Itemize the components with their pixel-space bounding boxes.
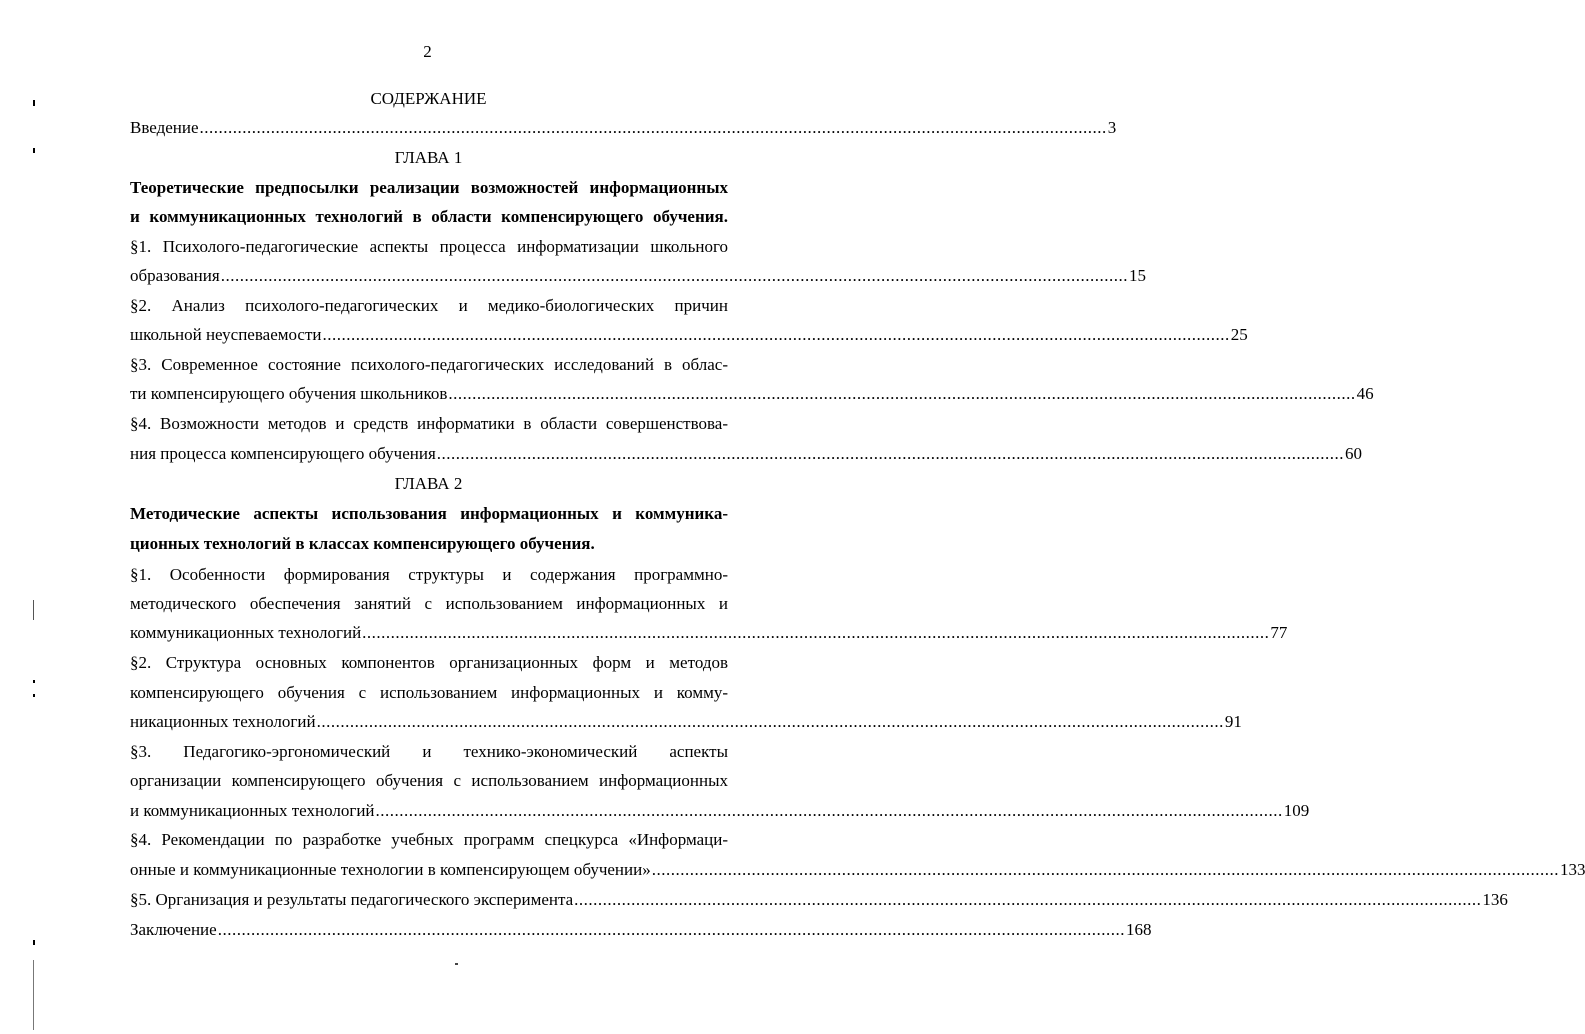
toc-leader-dots: ...............................................................................................................................................................................................: [448, 384, 1356, 403]
toc-entry-label: и коммуникационных технологий: [130, 801, 375, 820]
toc-entry-page: 133: [1559, 860, 1585, 879]
toc-entry-ch2-s1-line1[interactable]: §1. Особенности формирования структуры и содержания программно-: [130, 565, 728, 584]
page-number: 2: [423, 42, 432, 61]
chapter1-heading: ГЛАВА 1: [394, 148, 463, 167]
toc-entry-ch1-s4[interactable]: [130, 444, 1363, 464]
toc-entry-page: 91: [1224, 712, 1242, 731]
toc-entry-ch2-s3[interactable]: [130, 801, 1310, 821]
toc-entry-page: 25: [1230, 325, 1248, 344]
toc-leader-dots: ...............................................................................................................................................................................................: [322, 325, 1230, 344]
toc-entry-ch1-s1[interactable]: [130, 266, 1146, 286]
toc-leader-dots: ...............................................................................................................................................................................................: [217, 920, 1125, 939]
toc-entry-page: 46: [1356, 384, 1374, 403]
toc-entry-ch1-s3-line1[interactable]: §3. Современное состояние психолого-педагогических исследований в облас-: [130, 355, 728, 374]
chapter1-title-line2: и коммуникационных технологий в области компенсирующего обучения.: [130, 207, 728, 226]
toc-entry-ch2-s2-line1[interactable]: §2. Структура основных компонентов организационных форм и методов: [130, 653, 728, 672]
toc-entry-page: 77: [1270, 623, 1288, 642]
toc-entry-ch2-s5[interactable]: [130, 890, 1508, 910]
toc-entry-label: коммуникационных технологий: [130, 623, 362, 642]
toc-leader-dots: ...............................................................................................................................................................................................: [316, 712, 1224, 731]
toc-entry-page: 109: [1283, 801, 1310, 820]
toc-entry-ch2-s4[interactable]: [130, 860, 1585, 880]
toc-entry-conclusion[interactable]: [130, 920, 1152, 940]
toc-leader-dots: ...............................................................................................................................................................................................: [651, 860, 1559, 879]
toc-leader-dots: ...............................................................................................................................................................................................: [220, 266, 1128, 285]
toc-entry-ch2-s1-line2[interactable]: методического обеспечения занятий с использованием информационных и: [130, 594, 728, 613]
toc-entry-page: 15: [1128, 266, 1146, 285]
toc-entry-ch2-s2-line2[interactable]: компенсирующего обучения с использованием информационных и комму-: [130, 683, 728, 702]
scan-mark: [33, 100, 35, 106]
toc-entry-intro[interactable]: [130, 118, 1117, 138]
chapter2-title-line2: ционных технологий в классах компенсирующего обучения.: [130, 534, 595, 553]
scan-mark: [33, 680, 35, 683]
toc-entry-ch1-s1-line1[interactable]: §1. Психолого-педагогические аспекты процесса информатизации школьного: [130, 237, 728, 256]
toc-entry-label: ния процесса компенсирующего обучения: [130, 444, 436, 463]
scan-mark: [33, 600, 34, 620]
chapter2-title-line1: Методические аспекты использования информационных и коммуника-: [130, 504, 728, 523]
chapter2-heading: ГЛАВА 2: [394, 474, 463, 493]
scan-mark: [33, 960, 34, 1030]
toc-entry-ch2-s1[interactable]: [130, 623, 1288, 643]
toc-leader-dots: ...............................................................................................................................................................................................: [199, 118, 1107, 137]
toc-entry-ch1-s3[interactable]: [130, 384, 1374, 404]
toc-title: СОДЕРЖАНИЕ: [370, 89, 487, 108]
toc-leader-dots: ...............................................................................................................................................................................................: [375, 801, 1283, 820]
scan-mark: [33, 940, 35, 945]
toc-leader-dots: ...............................................................................................................................................................................................: [362, 623, 1270, 642]
toc-entry-label: онные и коммуникационные технологии в компенсирующем обучении»: [130, 860, 651, 879]
toc-entry-label: никационных технологий: [130, 712, 316, 731]
toc-entry-page: 60: [1345, 444, 1363, 463]
toc-leader-dots: ...............................................................................................................................................................................................: [574, 890, 1482, 909]
toc-entry-label: Заключение: [130, 920, 217, 939]
toc-entry-page: 136: [1482, 890, 1508, 909]
toc-entry-ch2-s3-line1[interactable]: §3. Педагогико-эргономический и технико-экономический аспекты: [130, 742, 728, 761]
toc-leader-dots: ...............................................................................................................................................................................................: [436, 444, 1345, 463]
toc-entry-ch1-s2[interactable]: [130, 325, 1248, 345]
toc-entry-label: образования: [130, 266, 220, 285]
toc-entry-label: школьной неуспеваемости: [130, 325, 322, 344]
toc-entry-ch1-s2-line1[interactable]: §2. Анализ психолого-педагогических и медико-биологических причин: [130, 296, 728, 315]
scan-mark: [33, 694, 35, 697]
toc-entry-ch2-s4-line1[interactable]: §4. Рекомендации по разработке учебных программ спецкурса «Информаци-: [130, 830, 728, 849]
toc-entry-label: §5. Организация и результаты педагогического эксперимента: [130, 890, 574, 909]
toc-entry-label: Введение: [130, 118, 199, 137]
toc-entry-label: ти компенсирующего обучения школьников: [130, 384, 448, 403]
scan-mark: [455, 963, 458, 965]
toc-entry-ch2-s3-line2[interactable]: организации компенсирующего обучения с использованием информационных: [130, 771, 728, 790]
chapter1-title-line1: Теоретические предпосылки реализации возможностей информационных: [130, 178, 728, 197]
scan-mark: [33, 148, 35, 153]
toc-entry-ch2-s2[interactable]: [130, 712, 1242, 732]
toc-entry-page: 3: [1107, 118, 1117, 137]
toc-entry-ch1-s4-line1[interactable]: §4. Возможности методов и средств информатики в области совершенствова-: [130, 414, 728, 433]
toc-entry-page: 168: [1125, 920, 1152, 939]
